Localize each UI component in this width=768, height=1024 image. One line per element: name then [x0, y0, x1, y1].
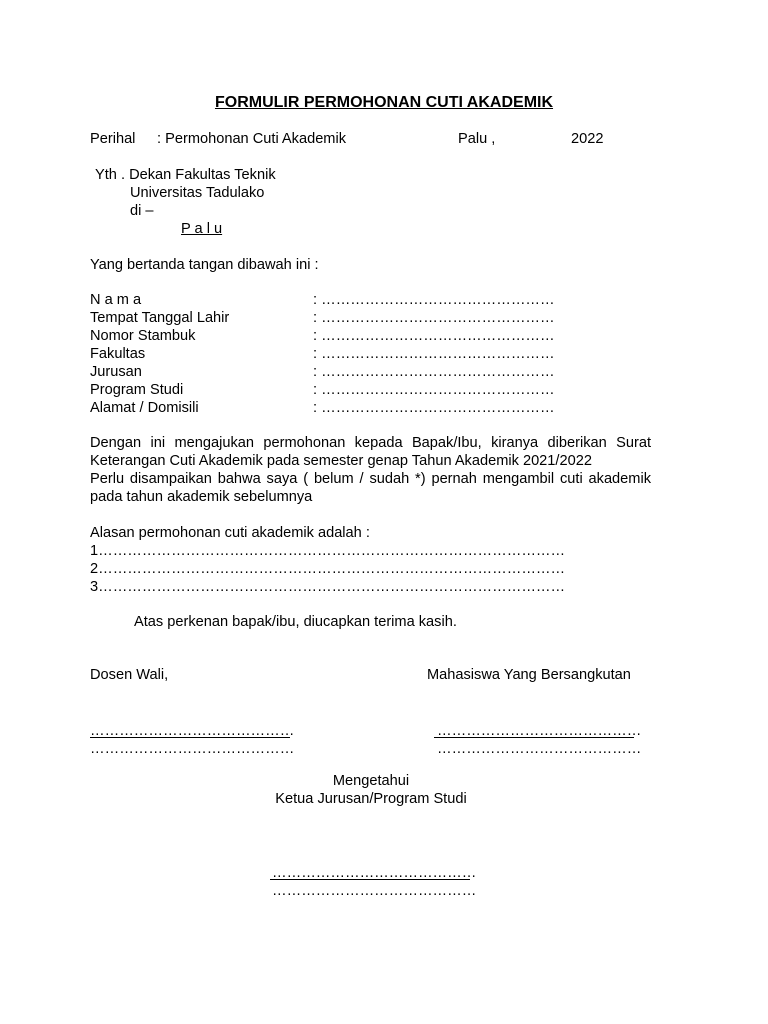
left-signature-line [90, 737, 290, 738]
field-blank: : ………………………………………… [313, 382, 555, 398]
place-label: Palu , [458, 131, 496, 147]
field-row-fakultas [90, 345, 570, 363]
closing-text: Atas perkenan bapak/ibu, diucapkan terima kasih. [134, 614, 457, 630]
perihal-value: : Permohonan Cuti Akademik [157, 131, 347, 147]
center-signatory-title-1: Mengetahui [332, 773, 410, 789]
field-label: N a m a [90, 292, 142, 308]
center-signature-name: …………………………………… [272, 865, 477, 881]
field-blank: : ………………………………………… [313, 328, 555, 344]
right-signatory-title: Mahasiswa Yang Bersangkutan [427, 667, 631, 683]
body-line-3: Perlu disampaikan bahwa saya ( belum / sudah *) pernah mengambil cuti akademik [90, 471, 651, 487]
body-line-2: Keterangan Cuti Akademik pada semester genap Tahun Akademik 2021/2022 [90, 453, 592, 469]
field-label: Alamat / Domisili [90, 400, 199, 416]
field-label: Program Studi [90, 382, 184, 398]
body-line-4: pada tahun akademik sebelumnya [90, 489, 313, 505]
field-row-alamat [90, 399, 570, 417]
field-blank: : ………………………………………… [313, 364, 555, 380]
field-row-prodi [90, 381, 570, 399]
field-row-jurusan [90, 363, 570, 381]
left-signature-name: …………………………………… [90, 723, 295, 739]
field-label: Nomor Stambuk [90, 328, 196, 344]
body-line-1: Dengan ini mengajukan permohonan kepada Bapak/Ibu, kiranya diberikan Surat [90, 435, 651, 451]
left-signature-id: …………………………………… [90, 741, 295, 757]
form-title: FORMULIR PERMOHONAN CUTI AKADEMIK [214, 94, 554, 111]
field-row-stambuk [90, 327, 570, 345]
perihal-label: Perihal [90, 131, 136, 147]
reasons-heading: Alasan permohonan cuti akademik adalah : [90, 525, 370, 541]
field-blank: : ………………………………………… [313, 400, 555, 416]
center-signatory-title-2: Ketua Jurusan/Program Studi [275, 791, 467, 807]
field-row-nama [90, 291, 570, 309]
year-label: 2022 [571, 131, 604, 147]
field-blank: : ………………………………………… [313, 292, 555, 308]
field-row-ttl [90, 309, 570, 327]
field-label: Jurusan [90, 364, 142, 380]
intro-text: Yang bertanda tangan dibawah ini : [90, 257, 319, 273]
recipient-city: P a l u [181, 221, 223, 237]
right-signature-line [434, 737, 634, 738]
left-signatory-title: Dosen Wali, [90, 667, 169, 683]
field-label: Tempat Tanggal Lahir [90, 310, 230, 326]
reason-item-2: 2…………………………………………………………………………………… [90, 561, 566, 577]
recipient-line-3: di – [130, 203, 154, 219]
reason-item-3: 3…………………………………………………………………………………… [90, 579, 566, 595]
center-signature-id: …………………………………… [272, 883, 477, 899]
field-label: Fakultas [90, 346, 146, 362]
recipient-line-1: Yth . Dekan Fakultas Teknik [95, 167, 276, 183]
reason-item-1: 1…………………………………………………………………………………… [90, 543, 566, 559]
field-blank: : ………………………………………… [313, 346, 555, 362]
field-blank: : ………………………………………… [313, 310, 555, 326]
center-signature-line [270, 879, 470, 880]
right-signature-name: …………………………………… [437, 723, 642, 739]
recipient-line-2: Universitas Tadulako [130, 185, 265, 201]
right-signature-id: …………………………………… [437, 741, 642, 757]
